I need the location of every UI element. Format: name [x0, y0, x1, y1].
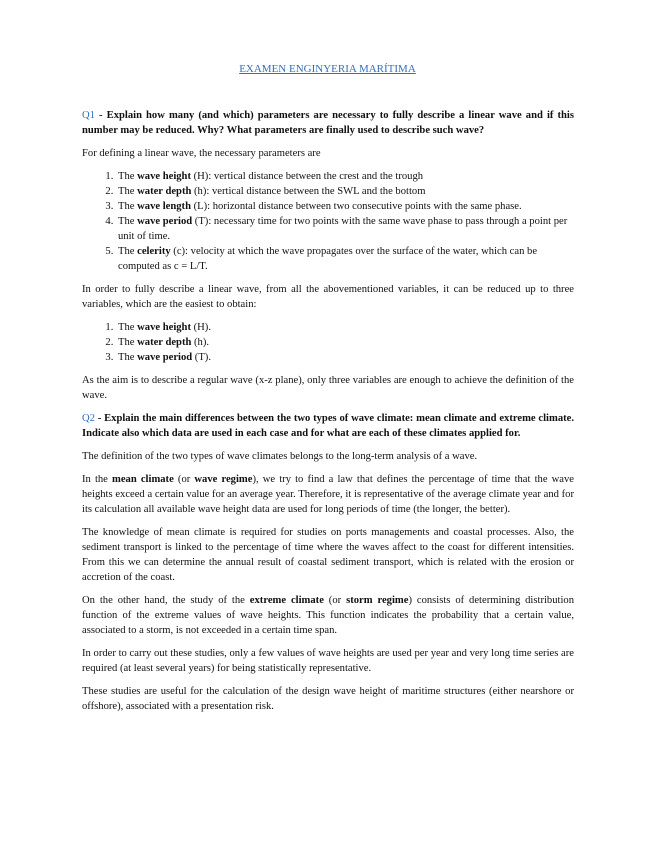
parameter-term: wave period — [137, 352, 193, 363]
document-body — [82, 108, 574, 722]
list-item: 5. The celerity (c): velocity at which the wave propagates over the surface of the water, which can be computed as c = L/T. — [116, 244, 574, 274]
term-wave-regime: wave regime — [194, 474, 253, 485]
q1-reduce-text: In order to fully describe a linear wave, from all the abovementioned variables, it can be reduced up to three variables, which are the easiest to obtain: — [82, 284, 574, 310]
parameter-list — [82, 169, 574, 274]
list-item: 4. The wave period (T): necessary time for two points with the same wave phase to pass through a point per unit of time. — [116, 214, 574, 244]
q2-paragraph-2: In the mean climate (or wave regime), we try to find a law that defines the percentage of time that the wave heights exceed a certain value for an average year. Therefore, it is representative of the average climate year and for its calculation all available wave height data are used for long periods of time (the longer, the better). — [82, 474, 574, 515]
question-2-text: - Explain the main differences between the two types of wave climate: mean climate and extreme climate. Indicate also which data are used in each case and for what are each of these climates applied for. — [82, 413, 574, 439]
question-2 — [82, 411, 574, 441]
term-mean-climate: mean climate — [112, 474, 174, 485]
q1-intro: For defining a linear wave, the necessary parameters are — [82, 148, 321, 159]
question-1-text: - Explain how many (and which) parameters are necessary to fully describe a linear wave and if this number may be reduced. Why? What parameters are finally used to describe such wave? — [82, 110, 574, 136]
parameter-term: water depth — [137, 186, 192, 197]
term-extreme-climate: extreme climate — [249, 595, 324, 606]
list-item: 3. The wave period (T). — [116, 350, 574, 365]
parameter-term: water depth — [137, 337, 192, 348]
document-title: EXAMEN ENGINYERIA MARÍTIMA — [239, 63, 416, 75]
term-storm-regime: storm regime — [346, 595, 409, 606]
reduced-parameter-list — [82, 320, 574, 365]
question-1-number: Q1 — [82, 110, 95, 121]
list-item: 1. The wave height (H): vertical distance between the crest and the trough — [116, 169, 574, 184]
q2-paragraph-6: These studies are useful for the calculation of the design wave height of maritime structures (either nearshore or offshore), associated with a presentation risk. — [82, 686, 574, 712]
list-item: 3. The wave length (L): horizontal distance between two consecutive points with the same phase. — [116, 199, 574, 214]
parameter-term: wave length — [137, 201, 191, 212]
q2-paragraph-4: On the other hand, the study of the extreme climate (or storm regime) consists of determining distribution function of the extreme values of wave heights. This function indicates the probability that a certain value, associated to a storm, is not exceeded in a certain time span. — [82, 595, 574, 636]
q2-paragraph-1: The definition of the two types of wave climates belongs to the long-term analysis of a wave. — [82, 451, 478, 462]
parameter-term: wave height — [137, 322, 191, 333]
list-item: 2. The water depth (h). — [116, 335, 574, 350]
question-1 — [82, 108, 574, 138]
question-2-number: Q2 — [82, 413, 95, 424]
q2-paragraph-5: In order to carry out these studies, only a few values of wave heights are used per year and very long time series are required (at least several years) for being statistically representative. — [82, 648, 574, 674]
parameter-term: wave height — [137, 171, 191, 182]
parameter-term: wave period — [137, 216, 193, 227]
parameter-term: celerity — [137, 246, 171, 257]
list-item: 1. The wave height (H). — [116, 320, 574, 335]
q2-paragraph-3: The knowledge of mean climate is required for studies on ports managements and coastal processes. Also, the sediment transport is linked to the percentage of time where the waves affect to the coast for different intensities. From this we can determine the annual result of coastal sediment transport, which is related with the erosion or accretion of the coast. — [82, 527, 574, 583]
q1-conclusion: As the aim is to describe a regular wave (x-z plane), only three variables are enough to achieve the definition of the wave. — [82, 375, 574, 401]
list-item: 2. The water depth (h): vertical distance between the SWL and the bottom — [116, 184, 574, 199]
